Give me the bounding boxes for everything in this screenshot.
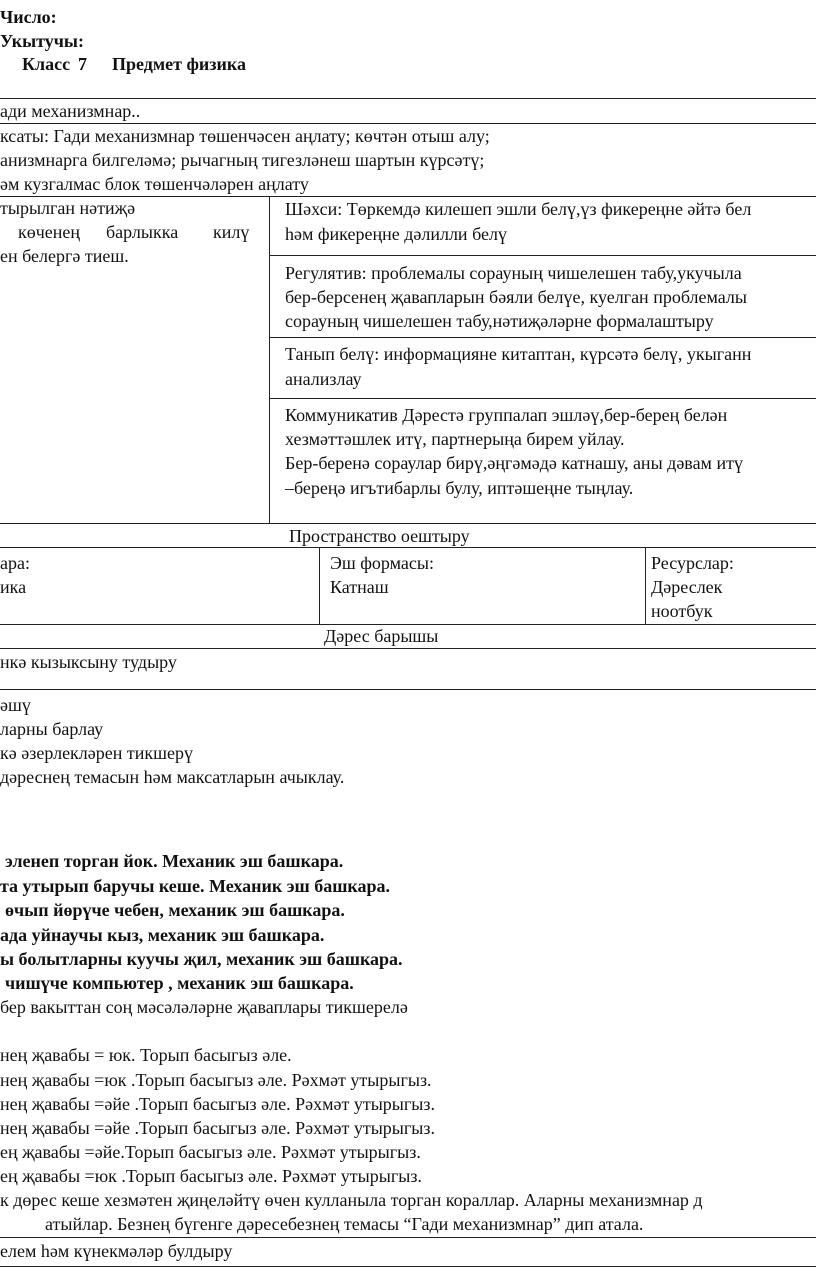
teacher-label: Укытучы: (0, 31, 84, 51)
next-section-heading: елем һәм күнекмәләр булдыру (0, 1241, 233, 1261)
personal-line-2: һәм фикереңне дәлилли белү (285, 224, 507, 244)
topic-text: ади механизмнар.. (0, 101, 141, 121)
subject-label: Предмет физика (112, 54, 246, 74)
regulatory-line-1: Регулятив: проблемалы сорауның чишелешен табу,укучыла (285, 263, 742, 283)
lesson-title-bottom-line (0, 648, 816, 649)
class-label: Класс (22, 54, 71, 74)
answer-4: нең җавабы =әйе .Торып басыгыз әле. Рәхмәт утырыгыз. (0, 1118, 435, 1138)
regulatory-line-3: сорауның чишелешен табу,нәтиҗәләрне формалаштыру (285, 311, 714, 331)
space-divider-2 (645, 547, 646, 624)
space-title: Пространство оештыру (289, 526, 470, 546)
step-3: кә әзерлекләрен тикшерү (0, 743, 193, 763)
riddle-2: та утырып баручы кеше. Механик эш башкара. (0, 876, 391, 896)
riddle-4: ада уйнаучы кыз, механик эш башкара. (0, 925, 325, 945)
motivation-bottom-line (0, 689, 816, 690)
date-label: Число: (0, 7, 57, 27)
work-form-value: Катнаш (330, 577, 389, 597)
space-title-bottom-line (0, 547, 816, 548)
goals-line-3: әм кузгалмас блок төшенчәләрен аңлату (0, 174, 309, 194)
communicative-line-1: Коммуникатив Дәрестә группалап эшләү,бер-берең белән (285, 405, 728, 425)
work-form-label: Эш формасы: (330, 553, 434, 573)
results-left-word-1: көченең (18, 222, 81, 242)
resources-label: Ресурслар: (651, 553, 734, 573)
table-bottom-line (0, 1266, 816, 1267)
answer-3: нең җавабы =әйе .Торып басыгыз әле. Рәхмәт утырыгыз. (0, 1094, 435, 1114)
regulatory-bottom-line (269, 337, 816, 338)
conclusion-bottom-line (0, 1237, 816, 1238)
conclusion-line-1: к дөрес кеше хезмәтен җиңеләйтү өчен кулланыла торган кораллар. Аларны механизмнар д (0, 1190, 703, 1210)
lesson-title: Дәрес барышы (324, 626, 439, 646)
answer-5: ең җавабы =әйе.Торып басыгыз әле. Рәхмәт утырыгыз. (0, 1142, 421, 1162)
results-divider (269, 196, 270, 523)
goals-line-1: ксаты: Гади механизмнар төшенчәсен аңлату; көчтән отыш алу; (0, 126, 490, 146)
regulatory-line-2: бер-берсенең җавапларын бәяли белүе, куелган проблемалы (285, 287, 747, 307)
communicative-line-2: хезмәттәшлек итү, партнерыңа бирем уйлау. (285, 429, 625, 449)
answer-2: нең җавабы =юк .Торып басыгыз әле. Рәхмәт утырыгыз. (0, 1070, 432, 1090)
results-left-word-3: килү (213, 222, 250, 242)
check-note: бер вакыттан соң мәсәләләрне җаваплары тикшерелә (0, 997, 408, 1017)
goals-line-2: анизмнарга билгеләмә; рычагның тигезләнеш шартын күрсәтү; (0, 150, 485, 170)
space-col1-label: ара: (0, 553, 30, 573)
results-left-line-3: ен белергә тиеш. (0, 246, 129, 266)
resources-value-2: ноотбук (651, 601, 713, 621)
results-left-line-1: тырылган нәтиҗә (0, 198, 136, 218)
results-left-word-2: барлыкка (106, 222, 179, 242)
step-4: дәреснең темасын һәм максатларын ачыклау. (0, 767, 345, 787)
communicative-line-4: –береңә игътибарлы булу, иптәшеңне тыңлау. (285, 478, 634, 498)
space-divider-1 (319, 547, 320, 624)
conclusion-line-2: атыйлар. Безнең бүгенге дәресебезнең темасы “Гади механизмнар” дип атала. (45, 1214, 644, 1234)
riddle-3: өчып йөрүче чебен, механик эш башкара. (5, 900, 345, 920)
cognitive-line-2: анализлау (285, 369, 362, 389)
cognitive-line-1: Танып белү: информацияне китаптан, күрсәтә белү, укыганн (285, 344, 752, 364)
table-top-line (0, 98, 816, 99)
answer-6: ең җавабы =юк .Торып басыгыз әле. Рәхмәт утырыгыз. (0, 1166, 422, 1186)
topic-bottom-line (0, 123, 816, 124)
riddle-6: чишүче компьютер , механик эш башкара. (5, 973, 354, 993)
resources-value-1: Дәреслек (651, 577, 723, 597)
cognitive-bottom-line (269, 398, 816, 399)
class-number: 7 (78, 54, 87, 74)
communicative-line-3: Бер-беренә сораулар бирү,әңгәмәдә катнашу, аны дәвам итү (285, 453, 743, 473)
motivation-text: нкә кызыксыну тудыру (0, 652, 177, 672)
personal-line-1: Шәхси: Төркемдә килешеп эшли белү,үз фикереңне әйтә бел (285, 199, 752, 219)
personal-bottom-line (269, 255, 816, 256)
answer-1: нең җавабы = юк. Торып басыгыз әле. (0, 1045, 292, 1065)
results-bottom-line (0, 523, 816, 524)
space-col1-value: ика (0, 577, 27, 597)
riddle-5: ы болытларны куучы җил, механик эш башкара. (0, 949, 403, 969)
step-2: ларны барлау (0, 719, 104, 739)
riddle-1: эленеп торган йок. Механик эш башкара. (5, 851, 344, 871)
step-1: әшү (0, 695, 31, 715)
